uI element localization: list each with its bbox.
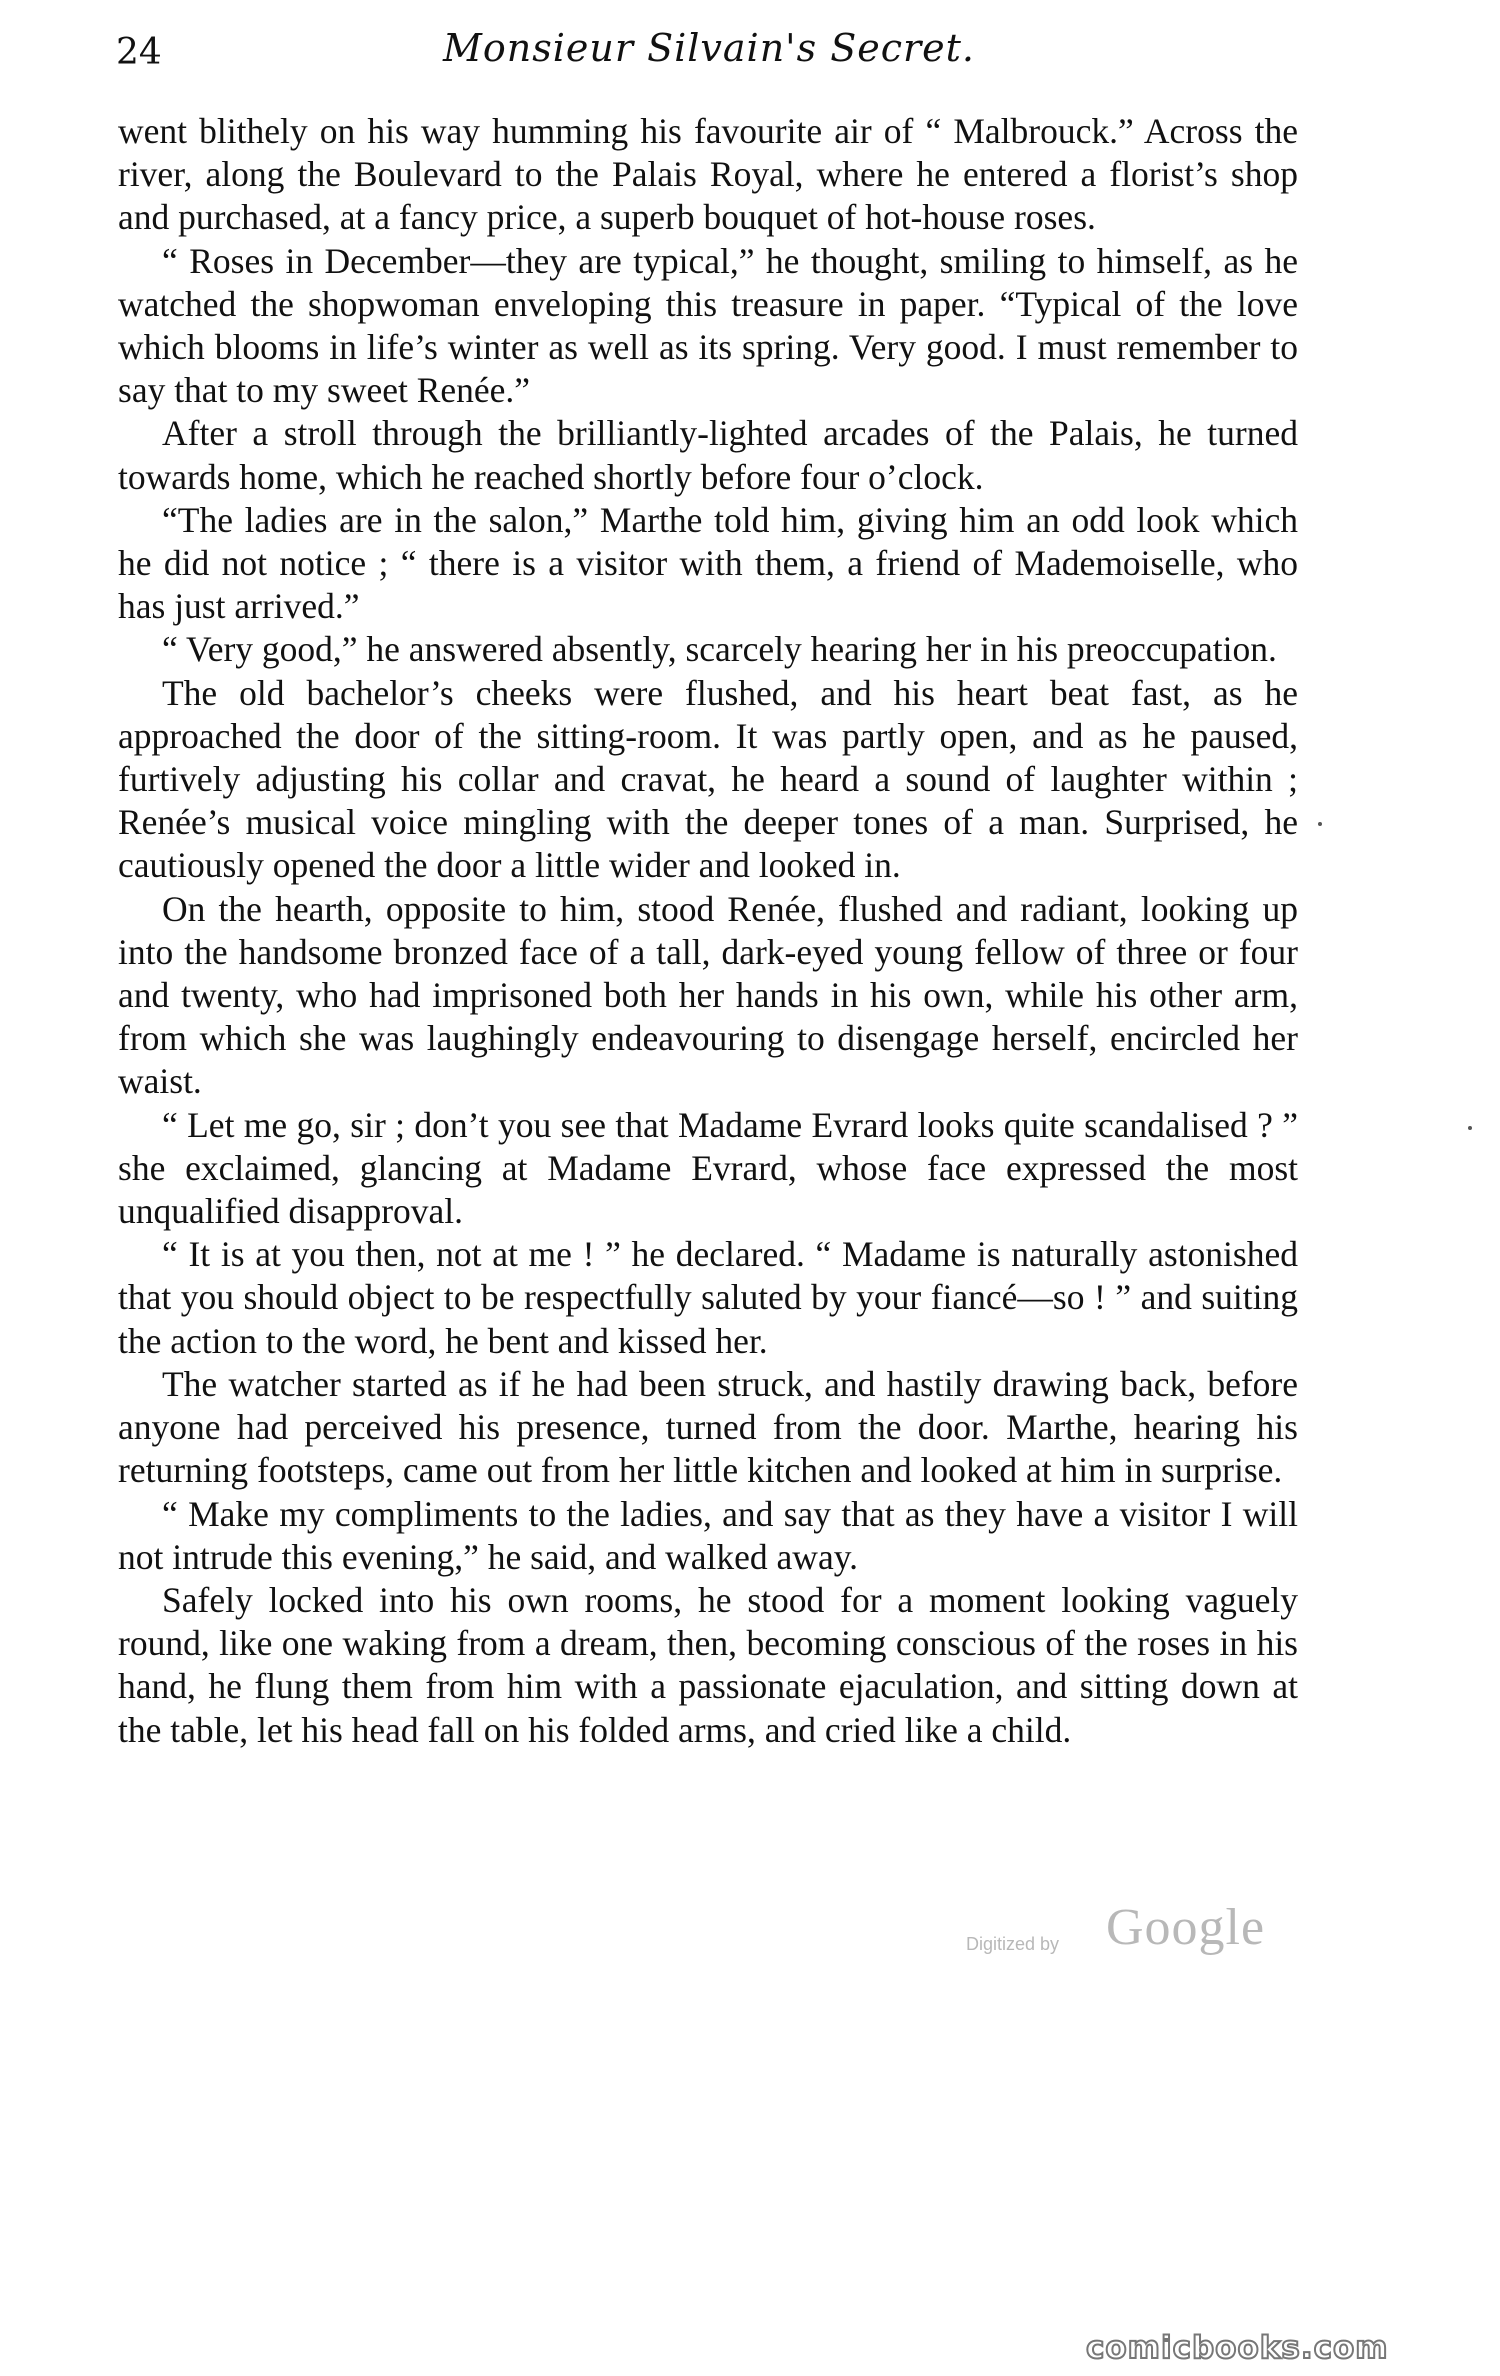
paragraph: “ Make my compliments to the ladies, and say that as they have a visitor I will not intrude this evening,” he said, and walked away. (118, 1493, 1298, 1577)
page-number: 24 (116, 32, 162, 73)
paragraph: After a stroll through the brilliantly-lighted arcades of the Palais, he turned towards home, which he reached shortly before four o’clock. (118, 413, 1298, 497)
paragraph: The old bachelor’s cheeks were flushed, and his heart beat fast, as he approached the door of the sitting-room. It was partly open, and as he paused, furtively adjusting his collar and cravat, he heard a sound of laughter within ; Renée’s musical voice mingling with the deeper tones of a man. Surprised, he cautiously opened the door a little wider and looked in. (118, 672, 1298, 886)
stray-mark (1318, 822, 1322, 826)
digitized-by-text: Digitized by (966, 1934, 1060, 1954)
paragraph: Safely locked into his own rooms, he stood for a moment looking vaguely round, like one waking from a dream, then, becoming conscious of the roses in his hand, he flung them from him with a passionate ejaculation, and sitting down at the table, let his head fall on his folded arms, and cried like a child. (118, 1579, 1298, 1750)
paragraph: On the hearth, opposite to him, stood Renée, flushed and radiant, looking up into the handsome bronzed face of a tall, dark-eyed young fellow of three or four and twenty, who had imprisoned both her hands in his own, while his other arm, from which she was laughingly endeavouring to disengage herself, encircled her waist. (118, 888, 1298, 1102)
paragraph: The watcher started as if he had been struck, and hastily drawing back, before anyone had perceived his presence, turned from the door. Marthe, hearing his returning footsteps, came out from her little kitchen and looked at him in surprise. (118, 1363, 1298, 1491)
google-watermark (966, 1899, 1296, 1956)
paragraph: went blithely on his way humming his favourite air of “ Malbrouck.” Across the river, along the Boulevard to the Palais Royal, where he entered a florist’s shop and purchased, at a fancy price, a superb bouquet of hot-house roses. (118, 111, 1298, 238)
stray-mark (1468, 1126, 1472, 1130)
site-logo: comicbooks.com (1086, 2330, 1389, 2366)
paragraph: “ Very good,” he answered absently, scarcely hearing her in his preoccupation. (162, 629, 1277, 670)
page-header (116, 26, 1302, 86)
paragraph: “ It is at you then, not at me ! ” he declared. “ Madame is naturally astonished that you should object to be respectfully saluted by your fiancé—so ! ” and suiting the action to the word, he bent and kissed her. (118, 1234, 1298, 1361)
body-text (118, 110, 1298, 1752)
running-title: Monsieur Silvain's Secret. (442, 26, 976, 70)
paragraph: “The ladies are in the salon,” Marthe told him, giving him an odd look which he did not notice ; “ there is a visitor with them, a friend of Mademoiselle, who has just arrived.” (118, 499, 1298, 627)
paragraph: “ Let me go, sir ; don’t you see that Madame Evrard looks quite scandalised ? ” she exclaimed, glancing at Madame Evrard, whose face expressed the most unqualified disapproval. (118, 1104, 1298, 1232)
paragraph: “ Roses in December—they are typical,” he thought, smiling to himself, as he watched the shopwoman enveloping this treasure in paper. “Typical of the love which blooms in life’s winter as well as its spring. Very good. I must remember to say that to my sweet Renée.” (118, 240, 1298, 411)
google-logo-text: Google (1106, 1899, 1266, 1956)
